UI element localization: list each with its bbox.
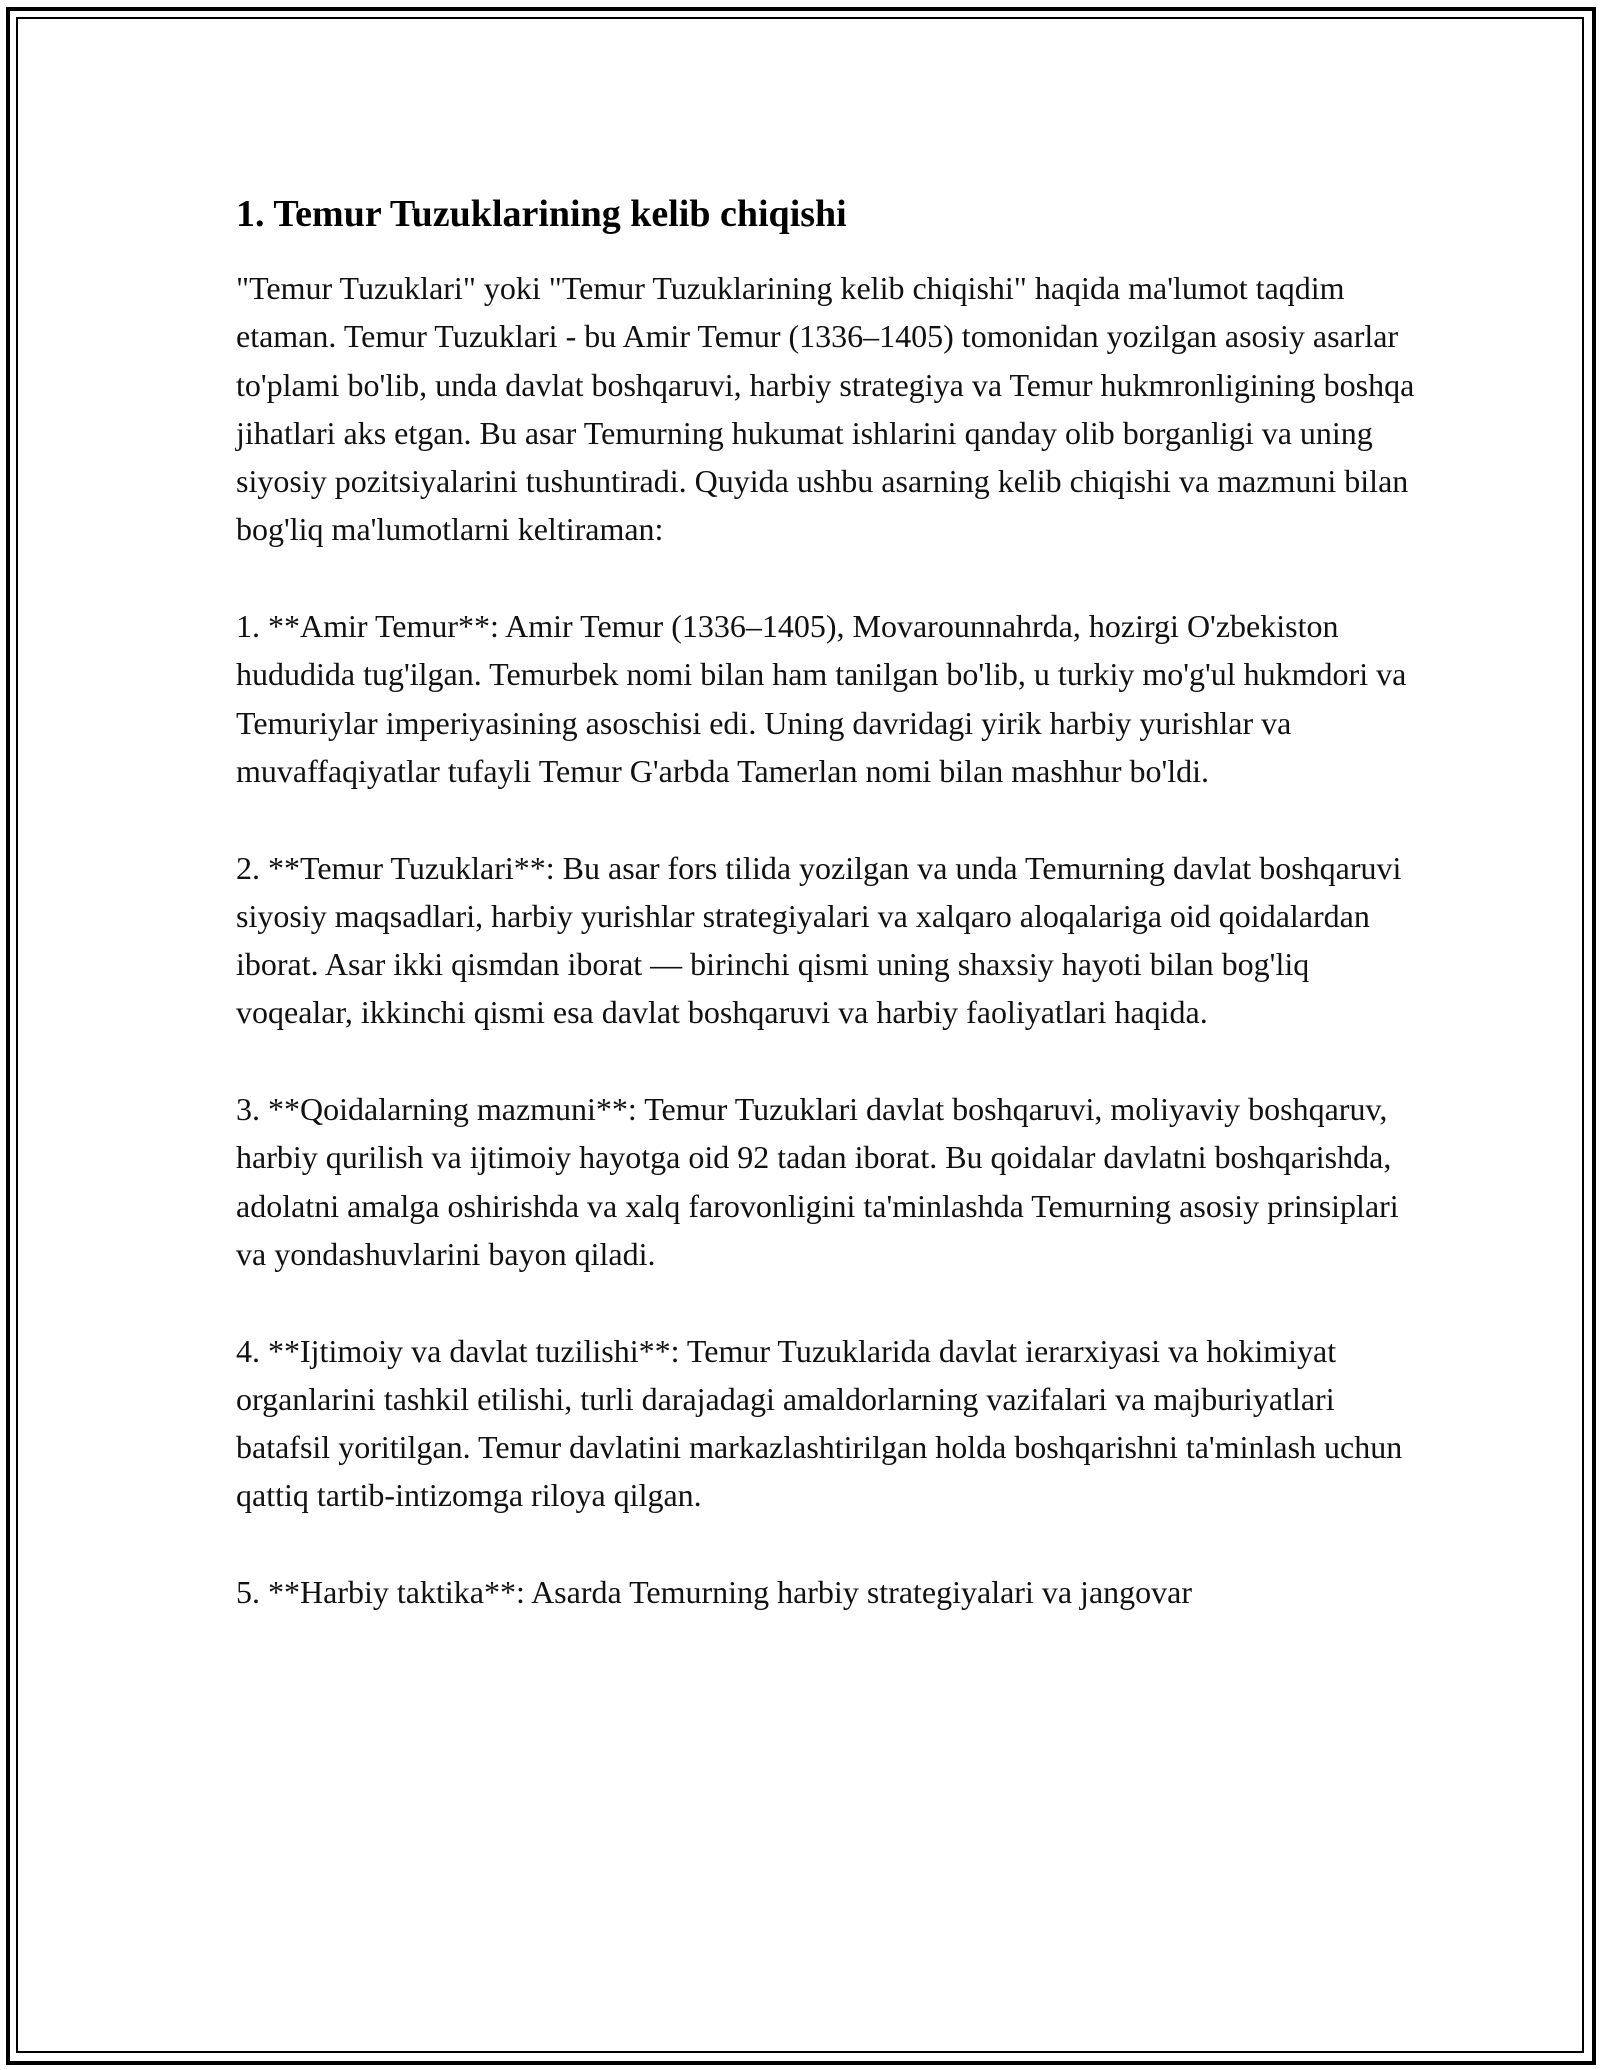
paragraph-gap (236, 1037, 1416, 1085)
list-item-qoidalarning-mazmuni: 3. **Qoidalarning mazmuni**: Temur Tuzuklari davlat boshqaruvi, moliyaviy boshqaruv, harbiy qurilish va ijtimoiy hayotga oid 92 tadan iborat. Bu qoidalar davlatni boshqarishda, adolatni amalga oshirishda va xalq farovonligini ta'minlashda Temurning asosiy prinsiplari va yondashuvlarini bayon qiladi. (236, 1091, 1399, 1272)
paragraph-gap (236, 795, 1416, 843)
list-item-harbiy-taktika: 5. **Harbiy taktika**: Asarda Temurning harbiy strategiyalari va jangovar (236, 1574, 1192, 1611)
list-item-ijtimoiy-tuzilish: 4. **Ijtimoiy va davlat tuzilishi**: Temur Tuzuklarida davlat ierarxiyasi va hokimiyat organlarini tashkil etilishi, turli darajadagi amaldorlarning vazifalari va majburiyatlari batafsil yoritilgan. Temur davlatini markazlashtirilgan holda boshqarishni ta'minlash uchun qattiq tartib-intizomga riloya qilgan. (236, 1332, 1403, 1514)
intro-paragraph: "Temur Tuzuklari" yoki "Temur Tuzuklarining kelib chiqishi" haqida ma'lumot taqdim etaman. Temur Tuzuklari - bu Amir Temur (1336–1405) tomonidan yozilgan asosiy asarlar to'plami bo'lib, unda davlat boshqaruvi, harbiy strategiya va Temur hukmronligining boshqa jihatlari aks etgan. Bu asar Temurning hukumat ishlarini qanday olib borganligi va uning siyosiy pozitsiyalarini tushuntiradi. Quyida ushbu asarning kelib chiqishi va mazmuni bilan bog'liq ma'lumotlarni keltiraman: (236, 270, 1415, 548)
document-body (236, 188, 1416, 1616)
list-item-temur-tuzuklari: 2. **Temur Tuzuklari**: Bu asar fors tilida yozilgan va unda Temurning davlat boshqaruvi siyosiy maqsadlari, harbiy yurishlar strategiyalari va xalqaro aloqalariga oid qoidalardan iborat. Asar ikki qismdan iborat — birinchi qismi uning shaxsiy hayoti bilan bog'liq voqealar, ikkinchi qismi esa davlat boshqaruvi va harbiy faoliyatlari haqida. (236, 849, 1402, 1031)
list-item-amir-temur: 1. **Amir Temur**: Amir Temur (1336–1405), Movarounnahrda, hozirgi O'zbekiston hududida tug'ilgan. Temurbek nomi bilan ham tanilgan bo'lib, u turkiy mo'g'ul hukmdori va Temuriylar imperiyasining asoschisi edi. Uning davridagi yirik harbiy yurishlar va muvaffaqiyatlar tufayli Temur G'arbda Tamerlan nomi bilan mashhur bo'ldi. (236, 608, 1407, 789)
paragraph-gap (236, 1520, 1416, 1568)
paragraph-gap (236, 1278, 1416, 1326)
section-heading: 1. Temur Tuzuklarining kelib chiqishi (236, 193, 847, 235)
paragraph-gap (236, 554, 1416, 602)
